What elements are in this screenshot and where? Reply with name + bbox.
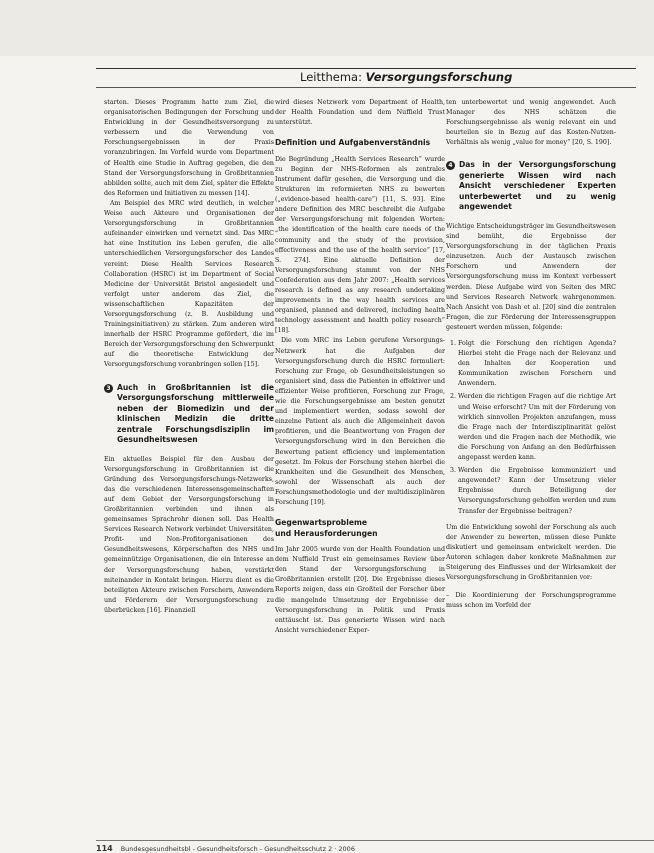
highlight-number: 3: [104, 384, 113, 393]
paragraph: ten unterbewertet und wenig angewendet. Auch Manager des NHS schätzen die Forschungsergebnisse als wenig relevant ein und beurteilen sie in Bezug auf das Kosten-Nutzen-Verhältnis als wenig „value for money“ [20, S. 190].: [446, 99, 616, 147]
dash-list-text: Die Koordinierung der Forschungsprogramme muss schon im Vorfeld der: [446, 592, 616, 610]
list-item: 3. Werden die Ergebnisse kommuniziert und angewendet? Kann der Umsetzung vieler Ergebnisse durch Beteiligung der Versorgungsforschung geholfen werden und zum Transfer der Ergebnisse beitragen?: [458, 466, 616, 516]
header-prefix: Leitthema:: [300, 70, 366, 84]
section-heading-problems: [275, 518, 445, 539]
running-header: [300, 70, 636, 84]
header-topic: Versorgungsforschung: [365, 70, 513, 84]
highlight-text: Auch in Großbritannien ist die Versorgungsforschung mittlerweile neben der Biomedizin und der klinischen Medizin die dritte zentrale Forschungsdisziplin im Gesundheitswesen: [117, 382, 274, 445]
list-item: 2. Werden die richtigen Fragen auf die richtige Art und Weise erforscht? Um mit der Förderung von wirklich sinnvollen Projekten anzufangen, muss die Frage nach der Interdisziplinarität gelöst werden und die Fragen nach der Methodik, wie die Forschung von Anfang an den Bedürfnissen angepasst werden kann.: [458, 392, 616, 463]
highlight-number: 4: [446, 161, 455, 170]
column-1: [104, 98, 274, 616]
heading-line: Gegenwartsprobleme: [275, 518, 368, 528]
paragraph: Ein aktuelles Beispiel für den Ausbau der Versorgungsforschung in Großbritannien ist die Gründung des Versorgungsforschungs-Netzwerks, das die verschiedenen Interessensgemeinschaften auf dem Gebiet der Versorgungsforschung in Großbritannien verbinden und ihnen als gemeinsames Sprachrohr dienen soll. Das Health Services Research Network verbindet Universitäten, Profit- und Non-Profitorganisationen des Gesundheitswesens, Körperschaften des NHS und gemeinnützige Organisationen, die ein Interesse an der Versorgungsforschung haben, verstärkt miteinander in Kontakt bringen. Hierzu dient es die beteiligten Akteure zwischen Forschern, Anwendern und Förderern der Versorgungsforschung zu überbrücken [16]. Finanziell: [104, 455, 274, 614]
footer-journal: Bundesgesundheitsbl - Gesundheitsforsch - Gesundheitsschutz 2 · 2006: [120, 844, 355, 853]
heading-line: und Herausforderungen: [275, 528, 378, 538]
paragraph: Wichtige Entscheidungsträger im Gesundheitswesen sind bemüht, die Ergebnisse der Versorgungsforschung in der täglichen Praxis einzusetzen. Auch der Austausch zwischen Forschern und Anwendern der Versorgungsforschung muss im Kontext verbessert werden. Diese Aufgabe wird von Seiten des MRC und Services Research Network wahrgenommen. Nach Ansicht von Dash et al. [20] sind die zentralen Fragen, die zur Förderung der Interessensgruppen gesteuert werden müssen, folgende:: [446, 222, 616, 331]
dash-list-item: – Die Koordinierung der Forschungsprogramme muss schon im Vorfeld der: [446, 592, 616, 610]
column-3: [446, 98, 616, 611]
paragraph: Die Begründung „Health Services Research“ wurde zu Beginn der NHS-Reformen als zentrales Instrument dafür gesehen, die Versorgung und die Strukturen im reformierten NHS zu bewerten („evidence-based health-care“) [11, S. 93]. Eine andere Definition des MRC beschreibt die Aufgabe der Versorgungsforschung mit folgenden Worten: „the identification of the health care needs of the community and the study of the provision, effectiveness and the use of the health service“ [17, S. 274]. Eine aktuelle Definition der Versorgungsforschung stammt von der NHS Confederation aus dem Jahr 2007: „Health services research is defined as any research undertaking improvements in the way health services are organised, planned and delivered, including health technology assessment and health policy research“ [18].: [275, 155, 445, 335]
top-rule: [96, 68, 636, 69]
paragraph: starten. Dieses Programm hatte zum Ziel, die organisatorischen Bedingungen der Forschung und Entwicklung in der Gesundheitsversorgung zu verbessern und die Verwendung von Forschungsergebnissen in der Praxis voranzubringen. Im Vorfeld wurde vom Department of Health eine Studie in Auftrag gegeben, die den Stand der Versorgungsforschung in Großbritannien abbilden sollte, auch mit dem Ziel, später die Effekte des Reformen und Initiativen zu messen [14].: [104, 99, 274, 197]
paragraph: Um die Entwicklung sowohl der Forschung als auch der Anwender zu bewerten, müssen diese Punkte diskutiert und gemeinsam entwickelt werden. Die Autoren schlagen daher konkrete Maßnahmen zur Steigerung des Einflusses und der Wirksamkeit der Versorgungsforschung in Großbritannien vor:: [446, 523, 616, 582]
highlight-heading: [446, 160, 616, 213]
list-item: 1. Folgt die Forschung den richtigen Agenda? Hierbei steht die Frage nach der Relevanz und den Inhalten der Kooperation und Kommunikation zwischen Forschern und Anwendern.: [458, 339, 616, 389]
paragraph: Am Beispiel des MRC wird deutlich, in welcher Weise auch Akteure und Organisationen der Versorgungsforschung in Großbritannien aufeinander einwirken und vernetzt sind. Das MRC hat eine Institution ins Leben gerufen, die alle unterschiedlichen Versorgungsforscher des Landes vereint: Diese Health Services Research Collaboration (HSRC) ist im Department of Social Medicine der Universität Bristol angesiedelt und verfolgt unter anderem das Ziel, die wissenschaftlichen Kapazitäten der Versorgungsforschung (z. B. Ausbildung und Trainingsinitiativen) zu stärken. Zum anderen wird innerhalb der HSRC Programme gefördert, die im Bereich der Versorgungsforschung den Schwerpunkt auf die theoretische Entwicklung der Versorgungsforschung voranbringen sollen [15].: [104, 199, 275, 369]
highlight-text: Das in der Versorgungsforschung generierte Wissen wird nach Ansicht verschiedener Experten unterbewertet und zu wenig angewendet: [459, 160, 616, 212]
top-band: [0, 0, 654, 56]
header-rule: [96, 87, 636, 88]
column-2: [275, 98, 445, 636]
paragraph: Die vom MRC ins Leben gerufene Versorgungs-Netzwerk hat die Aufgaben der Versorgungsforschung durch die HSRC formuliert: Forschung zur Frage, ob Gesundheitsleistungen so organisiert sind, dass die Patienten in effektiver und effizienter Weise profitieren, Forschung zur Frage, wie die Forschungsergebnisse am besten genutzt und implementiert werden, sodass sowohl der einzelne Patient als auch die Allgemeinheit davon profitieren, und die Beantwortung von Fragen der Versorgungsforschung wird in den Bereichen die Bewertung patient efficiency und implementation gesetzt. Im Fokus der Forschung stehen hierbei die Krankheiten und die Gesundheit des Menschen, sowohl der Wissenschaft als auch der Forschungsmethodologie und der multidisziplinären Forschung [19].: [275, 337, 445, 506]
highlight-heading: [104, 383, 274, 446]
paragraph: Im Jahr 2005 wurde von der Health Foundation und dem Nuffield Trust ein gemeinsames Review über den Stand der Versorgungsforschung in Großbritannien erstellt [20]. Die Ergebnisse dieses Reports zeigen, dass ein Großteil der Forscher über die mangelnde Umsetzung der Ergebnisse der Versorgungsforschung in Politik und Praxis enttäuscht ist. Das generierte Wissen wird nach Ansicht verschiedener Exper-: [275, 546, 445, 634]
section-heading-definition: Definition und Aufgabenverständnis: [275, 138, 431, 148]
numbered-list: [446, 339, 616, 517]
page-number: 114: [96, 844, 113, 853]
paragraph: wird dieses Netzwerk vom Department of Health, der Health Foundation und dem Nuffield Trust unterstützt.: [275, 99, 445, 127]
page-footer: [96, 840, 654, 853]
